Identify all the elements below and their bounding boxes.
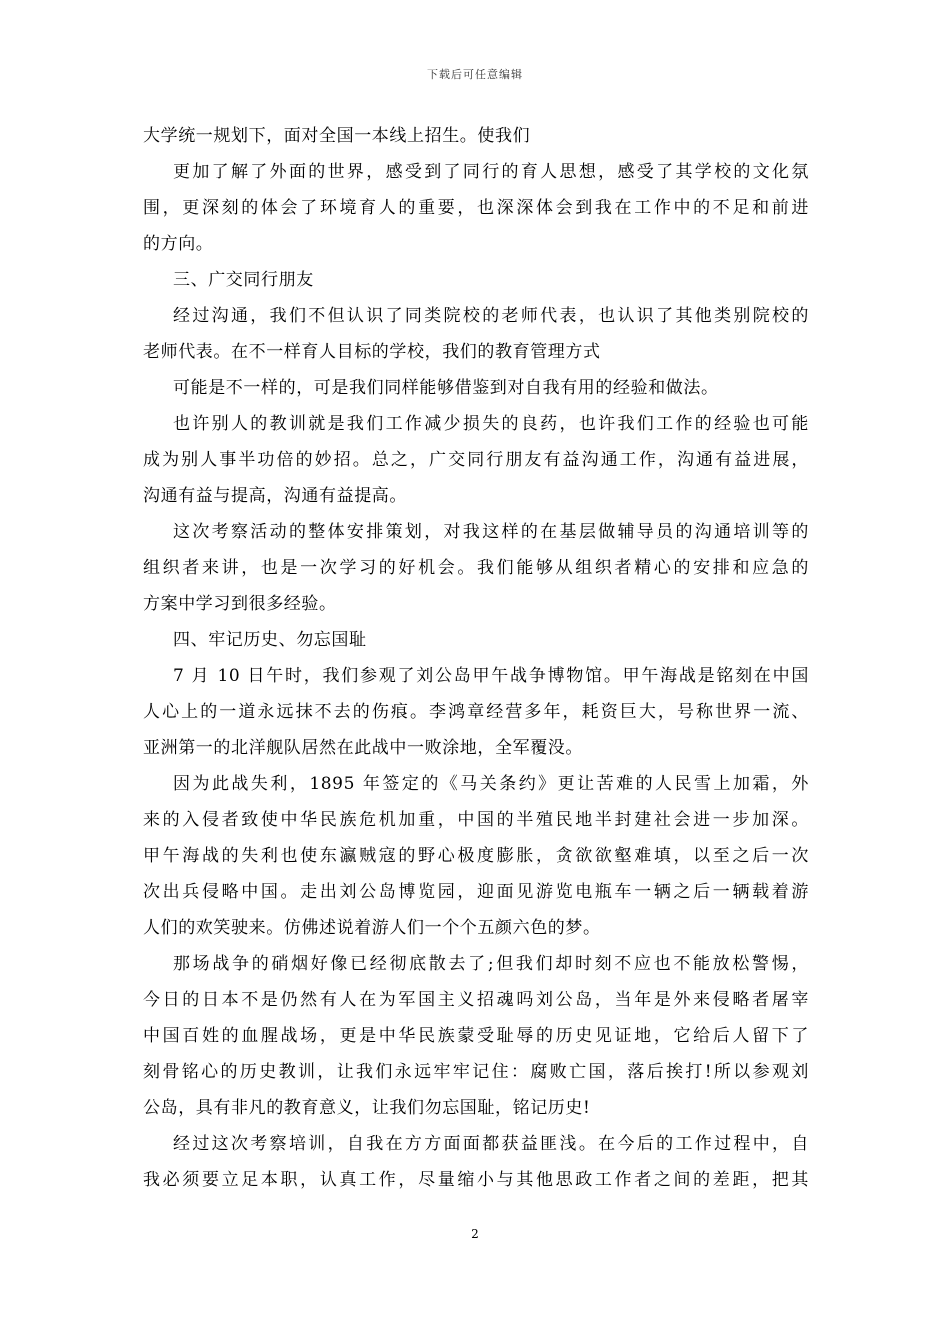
text-line: 四、牢记历史、勿忘国耻 <box>173 630 367 650</box>
text-line: 沟通有益与提高，沟通有益提高。 <box>143 486 407 506</box>
text-line: 刻骨铭心的历史教训，让我们永远牢牢记住：腐败亡国，落后挨打!所以参观刘 <box>143 1062 809 1082</box>
text-line: 经过沟通，我们不但认识了同类院校的老师代表，也认识了其他类别院校的 <box>173 306 809 326</box>
text-line: 那场战争的硝烟好像已经彻底散去了;但我们却时刻不应也不能放松警惕， <box>173 954 809 974</box>
text-line: 更加了解了外面的世界，感受到了同行的育人思想，感受了其学校的文化氛 <box>173 162 809 182</box>
text-line: 的方向。 <box>143 234 214 254</box>
text-line: 方案中学习到很多经验。 <box>143 594 337 614</box>
text-line: 7 月 10 日午时，我们参观了刘公岛甲午战争博物馆。甲午海战是铭刻在中国 <box>173 666 809 686</box>
text-line: 围，更深刻的体会了环境育人的重要，也深深体会到我在工作中的不足和前进 <box>143 198 809 218</box>
text-line: 三、广交同行朋友 <box>173 270 314 290</box>
text-line: 大学统一规划下，面对全国一本线上招生。使我们 <box>143 126 531 146</box>
text-line: 甲午海战的失利也使东瀛贼寇的野心极度膨胀，贪欲欲壑难填，以至之后一次 <box>143 846 809 866</box>
document-body <box>143 118 809 1198</box>
text-line: 中国百姓的血腥战场，更是中华民族蒙受耻辱的历史见证地，它给后人留下了 <box>143 1026 809 1046</box>
text-line: 次出兵侵略中国。走出刘公岛博览园，迎面见游览电瓶车一辆之后一辆载着游 <box>143 882 809 902</box>
text-line: 老师代表。在不一样育人目标的学校，我们的教育管理方式 <box>143 342 601 362</box>
text-line: 公岛，具有非凡的教育意义，让我们勿忘国耻，铭记历史! <box>143 1098 591 1118</box>
text-line: 今日的日本不是仍然有人在为军国主义招魂吗刘公岛，当年是外来侵略者屠宰 <box>143 990 809 1010</box>
page-number: 2 <box>471 1227 479 1241</box>
text-line: 我必须要立足本职，认真工作，尽量缩小与其他思政工作者之间的差距，把其 <box>143 1170 809 1190</box>
text-line: 因为此战失利，1895 年签定的《马关条约》更让苦难的人民雪上加霜，外 <box>173 774 809 794</box>
text-line: 这次考察活动的整体安排策划，对我这样的在基层做辅导员的沟通培训等的 <box>173 522 809 542</box>
text-line: 人心上的一道永远抹不去的伤痕。李鸿章经营多年，耗资巨大，号称世界一流、 <box>143 702 809 722</box>
text-line: 经过这次考察培训，自我在方方面面都获益匪浅。在今后的工作过程中，自 <box>173 1134 809 1154</box>
page-header: 下载后可任意编辑 <box>427 68 523 81</box>
text-line: 组织者来讲，也是一次学习的好机会。我们能够从组织者精心的安排和应急的 <box>143 558 809 578</box>
text-line: 可能是不一样的，可是我们同样能够借鉴到对自我有用的经验和做法。 <box>173 378 719 398</box>
text-line: 成为别人事半功倍的妙招。总之，广交同行朋友有益沟通工作，沟通有益进展， <box>143 450 809 470</box>
text-line: 来的入侵者致使中华民族危机加重，中国的半殖民地半封建社会进一步加深。 <box>143 810 809 830</box>
text-line: 人们的欢笑驶来。仿佛述说着游人们一个个五颜六色的梦。 <box>143 918 601 938</box>
text-line: 亚洲第一的北洋舰队居然在此战中一败涂地，全军覆没。 <box>143 738 583 758</box>
text-line: 也许别人的教训就是我们工作减少损失的良药，也许我们工作的经验也可能 <box>173 414 809 434</box>
